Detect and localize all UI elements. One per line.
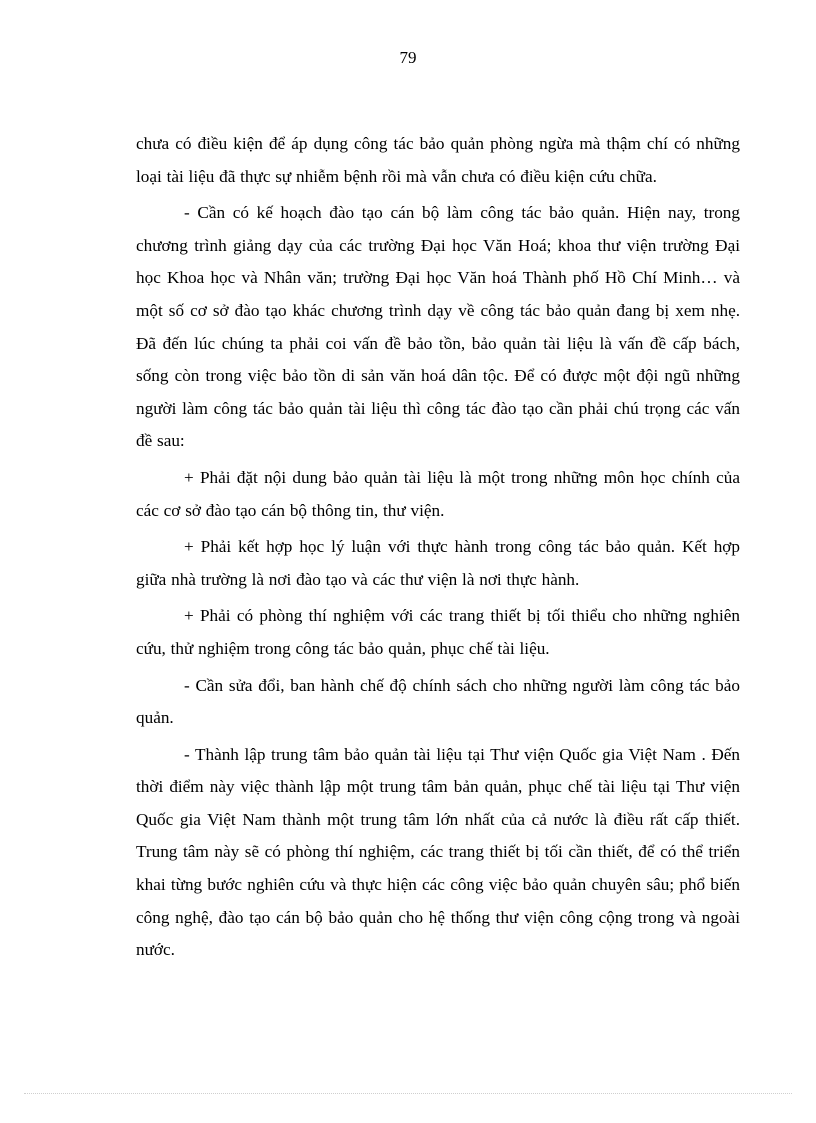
paragraph-theory-practice-item: + Phải kết hợp học lý luận với thực hành trong công tác bảo quản. Kết hợp giữa nhà trường là nơi đào tạo và các thư viện là nơi thực hành. [136, 537, 740, 589]
paragraph-laboratory-item: + Phải có phòng thí nghiệm với các trang thiết bị tối thiểu cho những nghiên cứu, thử nghiệm trong công tác bảo quản, phục chế tài liệu. [136, 606, 740, 658]
page-number: 79 [399, 48, 417, 67]
page-bottom-divider [24, 1093, 792, 1094]
paragraph-continuation: chưa có điều kiện để áp dụng công tác bảo quản phòng ngừa mà thậm chí có những loại tài liệu đã thực sự nhiễm bệnh rồi mà vẫn chưa có điều kiện cứu chữa. [136, 134, 740, 186]
paragraph-training-plan: - Cần có kế hoạch đào tạo cán bộ làm công tác bảo quản. Hiện nay, trong chương trình giảng dạy của các trường Đại học Văn Hoá; khoa thư viện trường Đại học Khoa học và Nhân văn; trường Đại học Văn hoá Thành phố Hồ Chí Minh… và một số cơ sở đào tạo khác chương trình dạy về công tác bảo quản đang bị xem nhẹ. Đã đến lúc chúng ta phải coi vấn đề bảo tồn, bảo quản tài liệu là vấn đề cấp bách, sống còn trong việc bảo tồn di sản văn hoá dân tộc. Để có được một đội ngũ những người làm công tác bảo quản tài liệu thì công tác đào tạo cần phải chú trọng các vấn đề sau: [136, 203, 740, 451]
paragraph-curriculum-item: + Phải đặt nội dung bảo quản tài liệu là một trong những môn học chính của các cơ sở đào tạo cán bộ thông tin, thư viện. [136, 467, 740, 520]
document-body [136, 128, 740, 971]
paragraph-preservation-center: - Thành lập trung tâm bảo quản tài liệu tại Thư viện Quốc gia Việt Nam . Đến thời điểm này việc thành lập một trung tâm bản quản, phục chế tài liệu tại Thư viện Quốc gia Việt Nam thành một trung tâm lớn nhất của cả nước là điều rất cấp thiết. Trung tâm này sẽ có phòng thí nghiệm, các trang thiết bị tối cần thiết, để có thể triển khai từng bước nghiên cứu và thực hiện các công việc bảo quản chuyên sâu; phổ biến công nghệ, đào tạo cán bộ bảo quản cho hệ thống thư viện công cộng trong và ngoài nước. [136, 744, 740, 960]
paragraph-policy: - Cần sửa đổi, ban hành chế độ chính sách cho những người làm công tác bảo quản. [136, 675, 740, 728]
